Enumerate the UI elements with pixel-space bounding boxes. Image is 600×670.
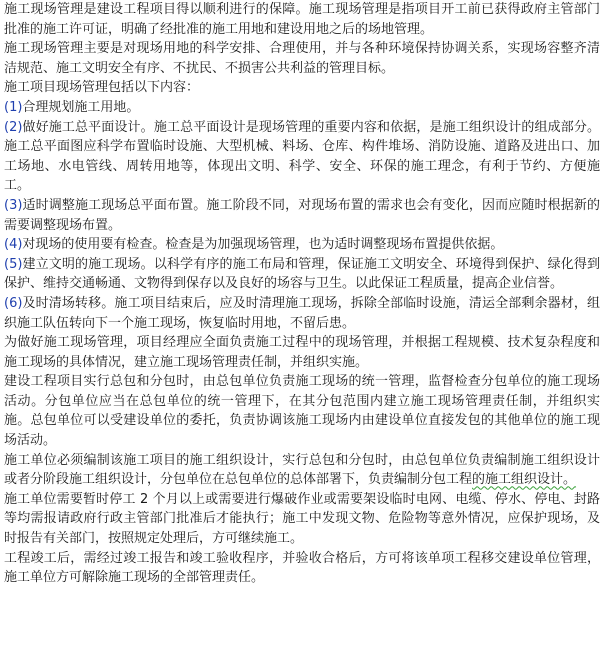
- paragraph-intro: [4, 0, 600, 39]
- list-item-number: (1): [4, 99, 23, 115]
- list-item-number: (6): [4, 295, 23, 311]
- list-item-text: 适时调整施工现场总平面布置。施工阶段不同，对现场布置的需求也会有变化，因而应随时根据新的需要调整现场布置。: [4, 197, 600, 233]
- list-item-number: (4): [4, 237, 23, 253]
- list-item-4: [4, 235, 600, 255]
- paragraph-responsibility: [4, 333, 600, 372]
- list-item-6: [4, 294, 600, 333]
- list-item-3: [4, 196, 600, 235]
- paragraph-text: 施工单位必须编制该施工项目的施工组织设计，实行总包和分包时，由总包单位负责编制施工组织设计或者分阶段施工组织设计，分包单位在总包单位的总体部署下，负责编制分包工程: [4, 452, 600, 488]
- paragraph-suspension: [4, 490, 600, 549]
- list-item-text: 及时清场转移。施工项目结束后，应及时清理施工现场，拆除全部临时设施，清运全部剩余器材，组织施工队伍转向下一个施工现场，恢复临时用地，不留后患。: [4, 295, 600, 331]
- paragraph-text: 施工现场管理主要是对现场用地的科学安排、合理使用，并与各种环境保持协调关系，实现场容整齐清洁规范、施工文明安全有序、不扰民、不损害公共利益的管理目标。: [4, 41, 600, 76]
- paragraph-text: 施工现场管理是建设工程项目得以顺利进行的保障。施工现场管理是指项目开工前已获得政府主管部门批准的施工许可证，明确了经批准的施工用地和建设用地之后的场地管理。: [4, 2, 600, 37]
- list-item-text: 做好施工总平面设计。施工总平面设计是现场管理的重要内容和依据，是施工组织设计的组成部分。施工总平面图应科学布置临时设施、大型机械、料场、仓库、构件堆场、消防设施、道路及进出口、加工场地、水电管线、周转用地等，体现出文明、科学、安全、环保的施工理念，有利于节约、方便施工。: [4, 119, 600, 194]
- paragraph-text: 建设工程项目实行总包和分包时，由总包单位负责施工现场的统一管理，监督检查分包单位的施工现场活动。分包单位应当在总包单位的统一管理下，在其分包范围内建立施工现场管理责任制，并组织实施。总包单位可以受建设单位的委托，负责协调该施工现场内由建设单位直接发包的其他单位的施工现场活动。: [4, 374, 600, 449]
- list-item-text: 合理规划施工用地。: [22, 99, 140, 115]
- list-item-text: 对现场的使用要有检查。检查是为加强现场管理，也为适时调整现场布置提供依据。: [22, 237, 504, 253]
- paragraph-completion: [4, 549, 600, 588]
- spellcheck-underlined-text: 的施工组织设计。: [472, 472, 577, 488]
- list-item-number: (2): [4, 119, 23, 135]
- paragraph-text: 施工单位需要暂时停工 2 个月以上或需要进行爆破作业或需要架设临时电网、电缆、停水、停电、封路等均需报请政府行政主管部门批准后才能执行；施工中发现文物、危险物等意外情况，应保护现场，及时报告有关部门，按照规定处理后，方可继续施工。: [4, 491, 600, 547]
- list-item-1: [4, 98, 600, 118]
- paragraph-text: 为做好施工现场管理，项目经理应全面负责施工过程中的现场管理，并根据工程规模、技术复杂程度和施工现场的具体情况，建立施工现场管理责任制，并组织实施。: [4, 335, 600, 370]
- paragraph-organization-design: [4, 451, 600, 490]
- list-item-number: (5): [4, 256, 23, 272]
- paragraph-subcontract: [4, 372, 600, 450]
- list-item-text: 建立文明的施工现场。以科学有序的施工布局和管理，保证施工文明安全、环境得到保护、绿化得到保护、维持交通畅通、文物得到保存以及良好的场容与卫生。以此保证工程质量，提高企业信誉。: [4, 256, 600, 292]
- paragraph-text: 施工项目现场管理包括以下内容：: [4, 80, 200, 96]
- list-item-2: [4, 118, 600, 196]
- paragraph-text: 工程竣工后，需经过竣工报告和竣工验收程序，并验收合格后，方可将该单项工程移交建设单位管理，施工单位方可解除施工现场的全部管理责任。: [4, 550, 600, 586]
- list-item-5: [4, 255, 600, 294]
- paragraph-scope: [4, 39, 600, 78]
- paragraph-list-intro: [4, 78, 600, 98]
- list-item-number: (3): [4, 197, 23, 213]
